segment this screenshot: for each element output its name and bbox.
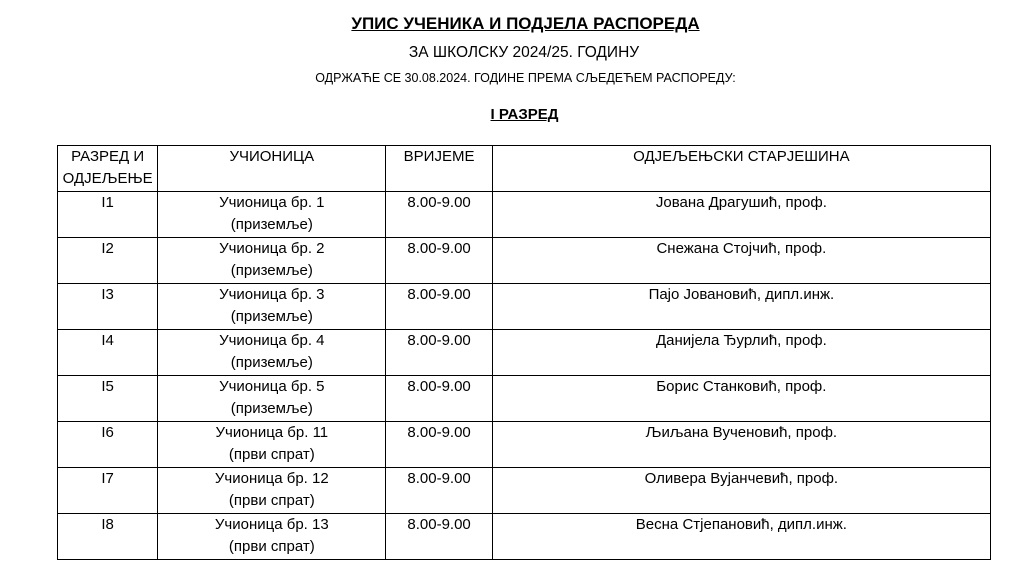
teacher-cell: Весна Стјепановић, дипл.инж. (492, 514, 990, 560)
room-cell (158, 284, 386, 330)
page-title: УПИС УЧЕНИКА И ПОДЈЕЛА РАСПОРЕДА (351, 14, 700, 33)
room-floor: (први спрат) (228, 446, 315, 463)
room-name: Учионица бр. 12 (214, 470, 329, 487)
room-name: Учионица бр. 11 (215, 424, 329, 441)
class-cell: I7 (58, 468, 158, 514)
room-floor: (приземље) (230, 216, 313, 233)
time-cell: 8.00-9.00 (386, 468, 492, 514)
class-cell: I4 (58, 330, 158, 376)
time-cell: 8.00-9.00 (386, 330, 492, 376)
table-body (58, 192, 991, 560)
room-name: Учионица бр. 2 (219, 240, 325, 257)
class-cell: I2 (58, 238, 158, 284)
room-name: Учионица бр. 1 (219, 194, 325, 211)
room-name: Учионица бр. 5 (219, 378, 325, 395)
column-header-teacher: ОДЈЕЉЕЊСКИ СТАРЈЕШИНА (492, 146, 990, 192)
table-row (58, 238, 991, 284)
room-cell (158, 238, 386, 284)
table-header (58, 146, 991, 192)
school-year-subtitle: ЗА ШКОЛСКУ 2024/25. ГОДИНУ (408, 44, 640, 61)
column-header-time: ВРИЈЕМЕ (386, 146, 492, 192)
room-cell (158, 422, 386, 468)
room-cell (158, 192, 386, 238)
room-floor: (приземље) (230, 308, 313, 325)
table-row (58, 514, 991, 560)
table-row (58, 284, 991, 330)
table-row (58, 330, 991, 376)
table-row (58, 422, 991, 468)
class-cell: I8 (58, 514, 158, 560)
room-floor: (приземље) (230, 400, 313, 417)
column-header-class-line1: РАЗРЕД И (71, 148, 145, 165)
time-cell: 8.00-9.00 (386, 514, 492, 560)
teacher-cell: Снежана Стојчић, проф. (492, 238, 990, 284)
room-floor: (приземље) (230, 354, 313, 371)
section-heading: I РАЗРЕД (490, 106, 559, 123)
class-cell: I6 (58, 422, 158, 468)
time-cell: 8.00-9.00 (386, 284, 492, 330)
room-cell (158, 330, 386, 376)
room-floor: (приземље) (230, 262, 313, 279)
teacher-cell: Пајо Јовановић, дипл.инж. (492, 284, 990, 330)
table-row (58, 376, 991, 422)
table-row (58, 192, 991, 238)
teacher-cell: Борис Станковић, проф. (492, 376, 990, 422)
room-floor: (први спрат) (228, 538, 315, 555)
time-cell: 8.00-9.00 (386, 238, 492, 284)
teacher-cell: Оливера Вујанчевић, проф. (492, 468, 990, 514)
room-cell (158, 468, 386, 514)
class-cell: I3 (58, 284, 158, 330)
teacher-cell: Данијела Ђурлић, проф. (492, 330, 990, 376)
header-row (58, 146, 991, 192)
class-cell: I5 (58, 376, 158, 422)
teacher-cell: Јована Драгушић, проф. (492, 192, 990, 238)
table-row (58, 468, 991, 514)
room-name: Учионица бр. 4 (219, 332, 325, 349)
room-cell (158, 376, 386, 422)
room-floor: (први спрат) (228, 492, 315, 509)
class-cell: I1 (58, 192, 158, 238)
time-cell: 8.00-9.00 (386, 376, 492, 422)
schedule-date-note: ОДРЖАЋЕ СЕ 30.08.2024. ГОДИНЕ ПРЕМА СЉЕДЕЋЕМ РАСПОРЕДУ: (315, 71, 736, 85)
room-name: Учионица бр. 3 (219, 286, 325, 303)
column-header-class-line2: ОДЈЕЉЕЊЕ (62, 170, 153, 187)
time-cell: 8.00-9.00 (386, 192, 492, 238)
teacher-cell: Љиљана Вученовић, проф. (492, 422, 990, 468)
schedule-table (57, 145, 991, 560)
room-name: Учионица бр. 13 (214, 516, 329, 533)
column-header-room: УЧИОНИЦА (158, 146, 386, 192)
time-cell: 8.00-9.00 (386, 422, 492, 468)
column-header-class (58, 146, 158, 192)
room-cell (158, 514, 386, 560)
